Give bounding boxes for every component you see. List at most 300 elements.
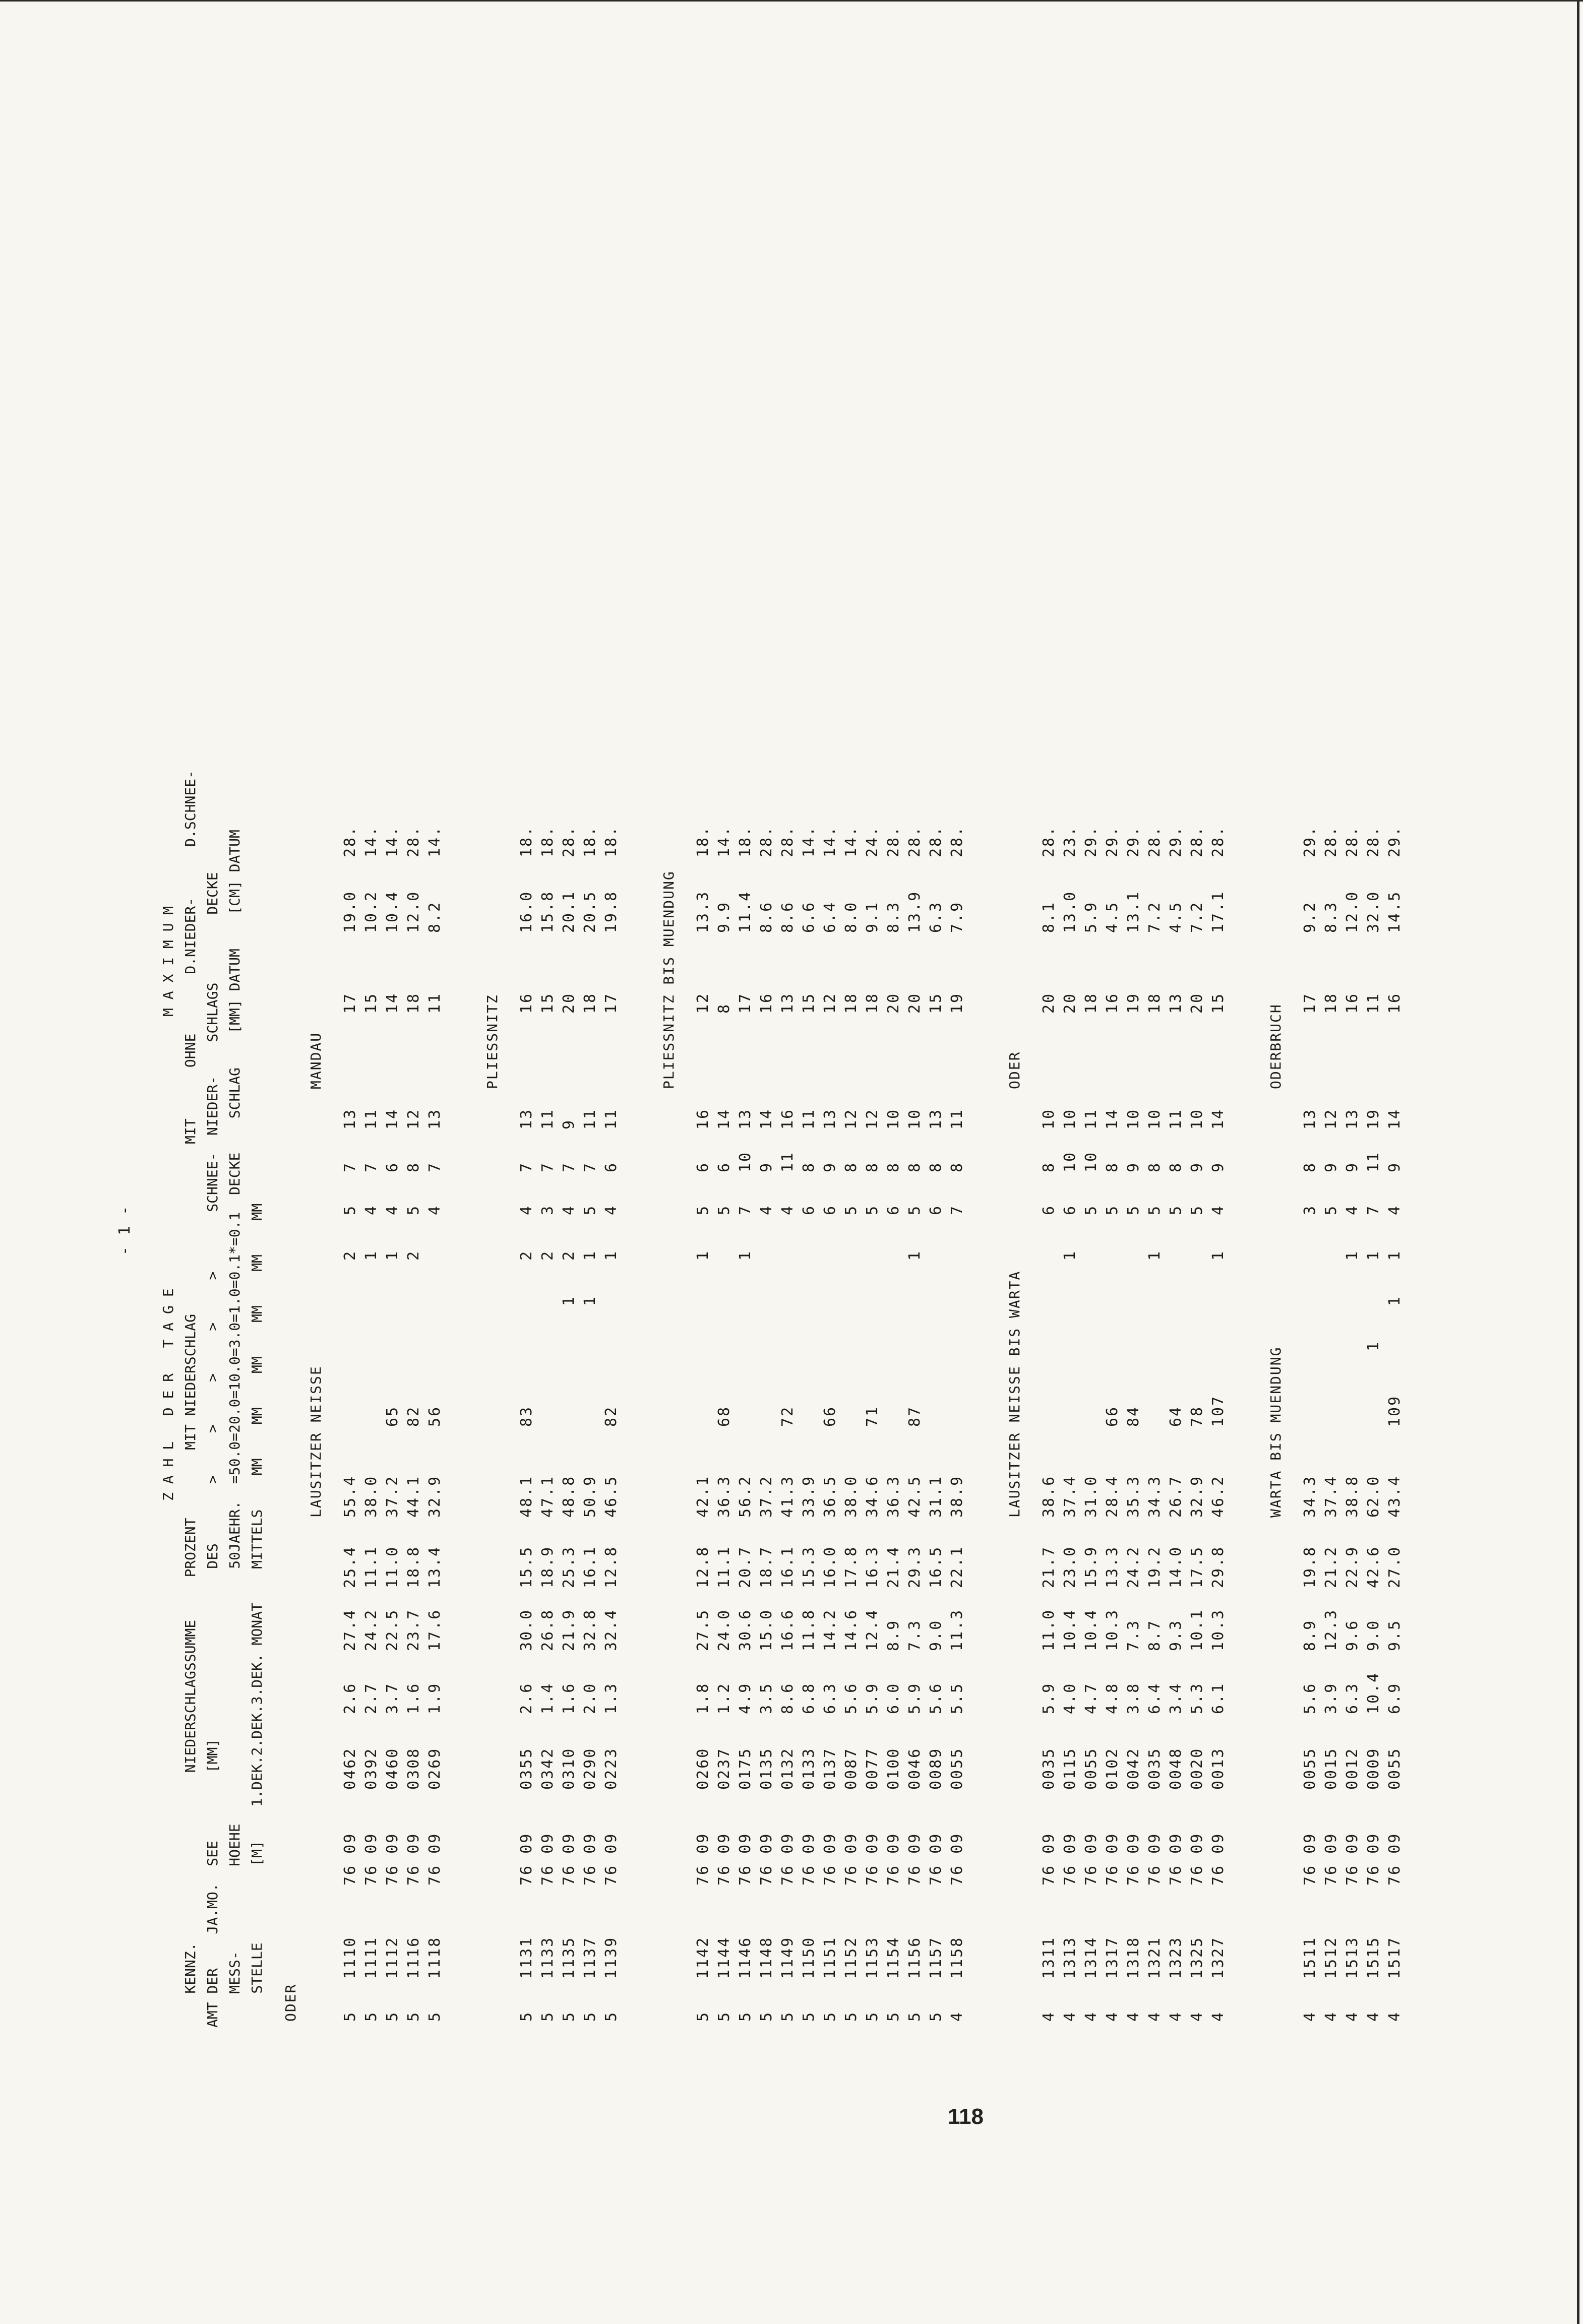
table-cell: 18. (518, 825, 535, 857)
table-cell: 2.6 (341, 1682, 359, 1714)
table-cell: 10 (1146, 1108, 1164, 1129)
table-cell: 109 (1386, 1395, 1404, 1427)
table-cell: 28. (1146, 825, 1164, 857)
table-cell: 1321 (1146, 1936, 1164, 1979)
table-cell: 14. (426, 825, 444, 857)
table-cell: 46.5 (602, 1475, 620, 1518)
table-cell: 71 (864, 1405, 881, 1427)
table-cell: 28. (1322, 825, 1340, 857)
table-cell: 28. (906, 825, 924, 857)
table-row (540, 610, 556, 2324)
table-cell: 1152 (842, 1936, 860, 1979)
table-cell: 0135 (758, 1747, 775, 1790)
basin-label: WARTA BIS MUENDUNG (1267, 1346, 1284, 1518)
table-cell: 10 (885, 1108, 902, 1129)
table-cell: 3.4 (1167, 1682, 1185, 1714)
table-cell: 76 09 (1104, 1832, 1121, 1886)
table-cell: 24.2 (1125, 1545, 1142, 1588)
table-cell: 15 (362, 992, 380, 1014)
table-cell: 42.5 (906, 1475, 924, 1518)
table-cell: 18. (694, 825, 712, 857)
table-cell: 1150 (800, 1936, 818, 1979)
table-cell: 1.6 (405, 1682, 422, 1714)
table-cell: 5.9 (906, 1682, 924, 1714)
table-cell: 1116 (405, 1936, 422, 1979)
table-row (1147, 610, 1163, 2324)
table-cell: 32.9 (1188, 1475, 1206, 1518)
table-cell: 10 (906, 1108, 924, 1129)
table-cell: 76 09 (800, 1832, 818, 1886)
table-cell: 20 (1040, 992, 1058, 1014)
table-cell: 9 (1188, 1161, 1206, 1172)
table-cell: 0342 (539, 1747, 557, 1790)
table-cell: 1.2 (715, 1682, 733, 1714)
table-cell: 5 (1167, 1204, 1185, 1215)
table-cell: 8 (842, 1161, 860, 1172)
table-row (780, 610, 796, 2324)
table-cell: 27.0 (1386, 1545, 1404, 1588)
table-cell: 7 (1365, 1204, 1382, 1215)
table-cell: 1 (906, 1249, 924, 1261)
table-cell: 8 (1301, 1161, 1319, 1172)
table-row (865, 610, 880, 2324)
table-cell: 5 (842, 1204, 860, 1215)
table-cell: 31.1 (927, 1475, 945, 1518)
table-row (385, 610, 400, 2324)
table-cell: 1512 (1322, 1936, 1340, 1979)
table-cell: 18. (581, 825, 599, 857)
table-cell: 0462 (341, 1747, 359, 1790)
table-cell: 5 (864, 1204, 881, 1215)
table-cell: 7 (539, 1161, 557, 1172)
table-row (1366, 610, 1381, 2324)
table-cell: 1327 (1209, 1936, 1227, 1979)
table-cell: 10.2 (362, 890, 380, 933)
table-cell: 10.1 (1188, 1608, 1206, 1651)
table-cell: 5.5 (948, 1682, 966, 1714)
table-cell: 15.5 (518, 1545, 535, 1588)
table-cell: 27.4 (341, 1608, 359, 1651)
table-cell: 4 (560, 1204, 578, 1215)
table-cell: 10.3 (1104, 1608, 1121, 1651)
table-cell: 5 (539, 2011, 557, 2022)
table-cell: 5 (341, 1204, 359, 1215)
table-cell: 76 09 (581, 1832, 599, 1886)
table-cell: 4 (1082, 2011, 1100, 2022)
table-cell: 42.1 (694, 1475, 712, 1518)
table-cell: 27.5 (694, 1608, 712, 1651)
table-cell: 29. (1167, 825, 1185, 857)
table-cell: 29. (1386, 825, 1404, 857)
table-cell: 0237 (715, 1747, 733, 1790)
table-cell: 76 09 (518, 1832, 535, 1886)
table-cell: 23.7 (405, 1608, 422, 1651)
table-cell: 1148 (758, 1936, 775, 1979)
table-cell: 22.5 (384, 1608, 401, 1651)
table-cell: 76 09 (1344, 1832, 1361, 1886)
table-cell: 6 (1061, 1204, 1079, 1215)
table-row (604, 610, 619, 2324)
table-cell: 17 (1301, 992, 1319, 1014)
table-cell: 9.0 (1365, 1619, 1382, 1651)
table-cell: 10.4 (384, 890, 401, 933)
table-cell: 1139 (602, 1936, 620, 1979)
table-cell: 1110 (341, 1936, 359, 1979)
table-cell: 8 (800, 1161, 818, 1172)
table-cell: 5 (715, 2011, 733, 2022)
subbasin-label: ODER (1006, 1051, 1023, 1089)
table-cell: 1156 (906, 1936, 924, 1979)
table-cell: 8 (927, 1161, 945, 1172)
table-cell: 11.1 (362, 1545, 380, 1588)
table-cell: 35.3 (1125, 1475, 1142, 1518)
table-cell: 4.7 (1082, 1682, 1100, 1714)
table-cell: 13.9 (906, 890, 924, 933)
table-cell: 0020 (1188, 1747, 1206, 1790)
table-cell: 76 09 (1188, 1832, 1206, 1886)
table-row (738, 610, 753, 2324)
table-cell: 0035 (1146, 1747, 1164, 1790)
table-cell: 28. (1209, 825, 1227, 857)
table-cell: 1513 (1344, 1936, 1361, 1979)
table-cell: 5.9 (1082, 901, 1100, 933)
table-cell: 5 (1104, 1204, 1121, 1215)
header-line: Z A H L D E R T A G E M A X I M U M (160, 906, 176, 2087)
header-line: STELLE [M] 1.DEK.2.DEK.3.DEK. MONAT MITTELS MM MM MM MM MM MM (249, 1203, 265, 2087)
table-cell: 8.0 (842, 901, 860, 933)
table-cell: 34.3 (1146, 1475, 1164, 1518)
subbasin-label: PLIESSNITZ BIS MUENDUNG (660, 870, 677, 1089)
table-cell: 17.5 (1188, 1545, 1206, 1588)
table-cell: 32.8 (581, 1608, 599, 1651)
running-title: - 1 - (116, 1205, 134, 1255)
table-cell: 7 (948, 1204, 966, 1215)
table-cell: 5 (737, 2011, 754, 2022)
table-cell: 9.3 (1167, 1619, 1185, 1651)
table-cell: 87 (906, 1405, 924, 1427)
table-cell: 13 (341, 1108, 359, 1129)
table-cell: 2.0 (581, 1682, 599, 1714)
table-cell: 12.3 (1322, 1608, 1340, 1651)
table-cell: 14. (362, 825, 380, 857)
table-cell: 5 (581, 1204, 599, 1215)
table-header (161, 71, 282, 2087)
table-cell: 4 (779, 1204, 797, 1215)
table-cell: 0100 (885, 1747, 902, 1790)
table-cell: 5 (821, 2011, 839, 2022)
table-cell: 1 (602, 1249, 620, 1261)
table-row (717, 610, 732, 2324)
table-cell: 4.0 (1061, 1682, 1079, 1714)
table-cell: 2.7 (362, 1682, 380, 1714)
table-cell: 0137 (821, 1747, 839, 1790)
table-cell: 0132 (779, 1747, 797, 1790)
table-cell: 3.7 (384, 1682, 401, 1714)
table-cell: 17 (602, 992, 620, 1014)
table-cell: 76 09 (426, 1832, 444, 1886)
table-cell: 107 (1209, 1395, 1227, 1427)
table-cell: 10 (1061, 1151, 1079, 1172)
table-cell: 13 (1301, 1108, 1319, 1129)
table-cell: 38.0 (842, 1475, 860, 1518)
table-cell: 76 09 (737, 1832, 754, 1886)
table-cell: 4 (1104, 2011, 1121, 2022)
table-cell: 83 (518, 1405, 535, 1427)
table-cell: 36.3 (715, 1475, 733, 1518)
table-cell: 76 09 (694, 1832, 712, 1886)
table-cell: 1515 (1365, 1936, 1382, 1979)
table-cell: 11.0 (1040, 1608, 1058, 1651)
table-cell: 16 (518, 992, 535, 1014)
table-cell: 14 (1104, 1108, 1121, 1129)
table-cell: 13 (426, 1108, 444, 1129)
table-cell: 29. (1125, 825, 1142, 857)
table-cell: 1 (384, 1249, 401, 1261)
table-cell: 3 (1301, 1204, 1319, 1215)
table-cell: 8 (1146, 1161, 1164, 1172)
table-cell: 28.4 (1104, 1475, 1121, 1518)
table-cell: 1137 (581, 1936, 599, 1979)
table-cell: 4 (1188, 2011, 1206, 2022)
table-cell: 44.1 (405, 1475, 422, 1518)
table-cell: 11.4 (737, 890, 754, 933)
table-cell: 37.4 (1061, 1475, 1079, 1518)
table-cell: 12.0 (1344, 890, 1361, 933)
table-cell: 4.5 (1167, 901, 1185, 933)
table-cell: 19.8 (602, 890, 620, 933)
table-cell: 5 (694, 1204, 712, 1215)
table-cell: 4 (1061, 2011, 1079, 2022)
table-cell: 20 (1188, 992, 1206, 1014)
table-cell: 16.3 (864, 1545, 881, 1588)
table-cell: 76 09 (1061, 1832, 1079, 1886)
table-cell: 16 (758, 992, 775, 1014)
table-row (1084, 610, 1099, 2324)
table-cell: 64 (1167, 1405, 1185, 1427)
table-cell: 76 09 (405, 1832, 422, 1886)
table-cell: 14 (384, 992, 401, 1014)
table-cell: 8.6 (779, 1682, 797, 1714)
table-row (886, 610, 901, 2324)
table-cell: 1.9 (426, 1682, 444, 1714)
table-cell: 22.1 (948, 1545, 966, 1588)
table-cell: 4 (948, 2011, 966, 2022)
table-cell: 38.8 (1344, 1475, 1361, 1518)
table-cell: 1 (362, 1249, 380, 1261)
table-cell: 82 (405, 1405, 422, 1427)
table-cell: 13 (1344, 1108, 1361, 1129)
table-cell: 66 (1104, 1405, 1121, 1427)
table-cell: 1 (1209, 1249, 1227, 1261)
table-cell: 13 (779, 992, 797, 1014)
table-cell: 5 (800, 2011, 818, 2022)
table-cell: 5 (842, 2011, 860, 2022)
table-cell: 6 (821, 1204, 839, 1215)
table-cell: 34.3 (1301, 1475, 1319, 1518)
table-cell: 21.4 (885, 1545, 902, 1588)
table-cell: 13.1 (1125, 890, 1142, 933)
table-cell: 7 (341, 1161, 359, 1172)
table-cell: 8.7 (1146, 1619, 1164, 1651)
table-cell: 5 (1188, 1204, 1206, 1215)
table-cell: 1 (1344, 1249, 1361, 1261)
table-cell: 1146 (737, 1936, 754, 1979)
table-cell: 25.3 (560, 1545, 578, 1588)
table-cell: 11 (426, 992, 444, 1014)
table-cell: 4 (1386, 1204, 1404, 1215)
table-cell: 0077 (864, 1747, 881, 1790)
table-row (1105, 610, 1120, 2324)
table-cell: 0013 (1209, 1747, 1227, 1790)
table-cell: 1517 (1386, 1936, 1404, 1979)
table-cell: 11 (1365, 992, 1382, 1014)
table-cell: 0048 (1167, 1747, 1185, 1790)
table-cell: 1.6 (560, 1682, 578, 1714)
table-cell: 8.1 (1040, 901, 1058, 933)
table-cell: 31.0 (1082, 1475, 1100, 1518)
table-row (696, 610, 711, 2324)
table-cell: 3.9 (1322, 1682, 1340, 1714)
table-cell: 38.9 (948, 1475, 966, 1518)
table-cell: 10 (1061, 1108, 1079, 1129)
table-cell: 8.6 (779, 901, 797, 933)
table-cell: 28. (1365, 825, 1382, 857)
table-cell: 8 (715, 1002, 733, 1014)
table-cell: 18 (842, 992, 860, 1014)
subbasin-label: ODERBRUCH (1267, 1003, 1284, 1089)
table-cell: 11 (948, 1108, 966, 1129)
table-cell: 55.4 (341, 1475, 359, 1518)
table-row (1324, 610, 1339, 2324)
table-cell: 6.4 (1146, 1682, 1164, 1714)
table-row (929, 610, 944, 2324)
table-cell: 0012 (1344, 1747, 1361, 1790)
table-cell: 4 (1322, 2011, 1340, 2022)
table-cell: 8 (1104, 1161, 1121, 1172)
table-cell: 21.7 (1040, 1545, 1058, 1588)
table-cell: 11 (779, 1151, 797, 1172)
table-cell: 65 (384, 1405, 401, 1427)
table-cell: 1118 (426, 1936, 444, 1979)
table-cell: 12 (405, 1108, 422, 1129)
table-cell: 7 (362, 1161, 380, 1172)
table-cell: 1151 (821, 1936, 839, 1979)
table-cell: 24. (864, 825, 881, 857)
table-cell: 43.4 (1386, 1475, 1404, 1518)
table-cell: 28. (779, 825, 797, 857)
table-cell: 36.3 (885, 1475, 902, 1518)
table-cell: 9.2 (1301, 901, 1319, 933)
table-cell: 14 (715, 1108, 733, 1129)
table-cell: 5 (758, 2011, 775, 2022)
table-cell: 11 (539, 1108, 557, 1129)
table-cell: 8.3 (885, 901, 902, 933)
table-cell: 0308 (405, 1747, 422, 1790)
table-cell: 5 (885, 2011, 902, 2022)
table-cell: 11.8 (800, 1608, 818, 1651)
table-cell: 12.8 (602, 1545, 620, 1588)
table-cell: 1133 (539, 1936, 557, 1979)
table-cell: 13 (927, 1108, 945, 1129)
table-cell: 18 (1322, 992, 1340, 1014)
table-cell: 6.3 (821, 1682, 839, 1714)
table-cell: 0055 (948, 1747, 966, 1790)
table-cell: 8.2 (426, 901, 444, 933)
table-cell: 76 09 (842, 1832, 860, 1886)
table-cell: 18 (864, 992, 881, 1014)
table-cell: 5 (581, 2011, 599, 2022)
table-cell: 76 09 (341, 1832, 359, 1886)
table-cell: 3.5 (758, 1682, 775, 1714)
table-row (823, 610, 838, 2324)
table-cell: 1142 (694, 1936, 712, 1979)
table-cell: 0015 (1322, 1747, 1340, 1790)
table-cell: 7.3 (906, 1619, 924, 1651)
table-row (1387, 610, 1403, 2324)
table-cell: 20.5 (581, 890, 599, 933)
table-cell: 42.6 (1365, 1545, 1382, 1588)
river-system-label: ODER (282, 1983, 299, 2022)
table-cell: 8 (1040, 1161, 1058, 1172)
table-cell: 5 (906, 2011, 924, 2022)
table-cell: 24.0 (715, 1608, 733, 1651)
table-cell: 1 (1386, 1295, 1404, 1306)
table-cell: 4 (384, 1204, 401, 1215)
table-row (583, 610, 598, 2324)
table-cell: 0009 (1365, 1747, 1382, 1790)
table-cell: 56.2 (737, 1475, 754, 1518)
table-cell: 4 (758, 1204, 775, 1215)
table-cell: 5 (927, 2011, 945, 2022)
table-cell: 15 (539, 992, 557, 1014)
table-cell: 14.0 (1167, 1545, 1185, 1588)
table-cell: 0133 (800, 1747, 818, 1790)
table-cell: 14. (821, 825, 839, 857)
table-cell: 28. (1344, 825, 1361, 857)
table-cell: 8.9 (1301, 1619, 1319, 1651)
table-cell: 14 (1209, 1108, 1227, 1129)
table-cell: 5.9 (1040, 1682, 1058, 1714)
table-cell: 9 (1209, 1161, 1227, 1172)
table-row (428, 610, 443, 2324)
table-cell: 19.0 (341, 890, 359, 933)
table-cell: 76 09 (560, 1832, 578, 1886)
table-cell: 2 (341, 1249, 359, 1261)
table-cell: 0042 (1125, 1747, 1142, 1790)
table-cell: 17 (737, 992, 754, 1014)
table-cell: 1 (737, 1249, 754, 1261)
table-row (1211, 610, 1226, 2324)
table-cell: 1112 (384, 1936, 401, 1979)
table-cell: 76 09 (1167, 1832, 1185, 1886)
table-cell: 1111 (362, 1936, 380, 1979)
table-cell: 7.2 (1146, 901, 1164, 933)
table-cell: 18.9 (539, 1545, 557, 1588)
table-cell: 15 (800, 992, 818, 1014)
table-cell: 12.4 (864, 1608, 881, 1651)
table-cell: 16.5 (927, 1545, 945, 1588)
table-cell: 8.3 (1322, 901, 1340, 933)
table-cell: 10.3 (1209, 1608, 1227, 1651)
table-row (1063, 610, 1078, 2324)
table-cell: 0055 (1386, 1747, 1404, 1790)
table-cell: 16.1 (581, 1545, 599, 1588)
table-cell: 5 (694, 2011, 712, 2022)
table-cell: 72 (779, 1405, 797, 1427)
table-cell: 11 (581, 1108, 599, 1129)
table-cell: 0055 (1301, 1747, 1319, 1790)
table-cell: 6.8 (800, 1682, 818, 1714)
